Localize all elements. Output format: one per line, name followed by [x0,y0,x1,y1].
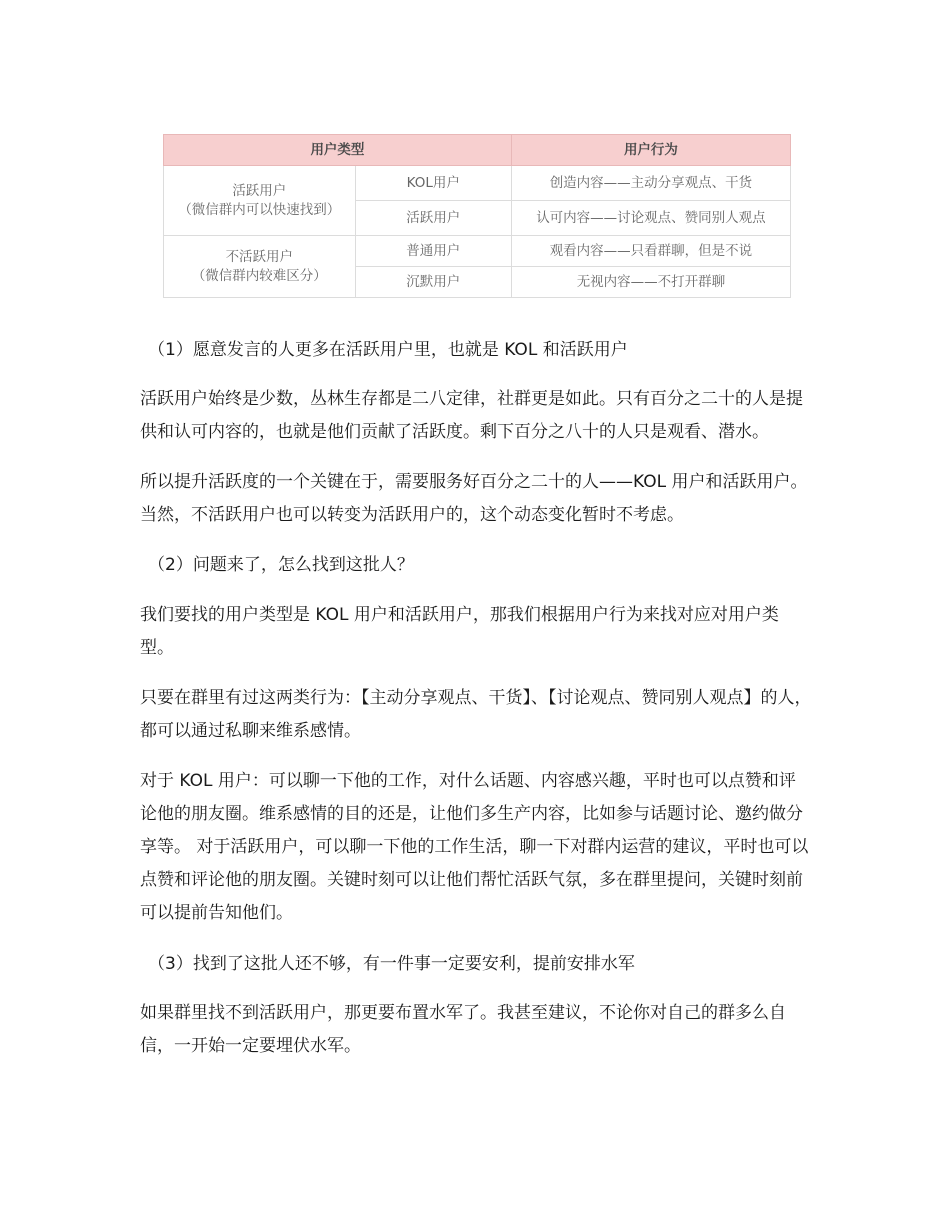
type-cell-active [164,166,356,236]
type-name: 不活跃用户 [225,248,294,265]
subtype-cell: 沉默用户 [355,267,511,298]
section-heading-1: （1）愿意发言的人更多在活跃用户里，也就是 KOL 和活跃用户 [148,340,628,360]
behavior-cell: 无视内容——不打开群聊 [511,267,790,298]
paragraph-1: 活跃用户始终是少数，丛林生存都是二八定律，社群更是如此。只有百分之二十的人是提供和认可内容的，也就是他们贡献了活跃度。剩下百分之八十的人只是观看、潜水。 [140,389,803,442]
paragraph-6: 如果群里找不到活跃用户，那更要布置水军了。我甚至建议，不论你对自己的群多么自信，一开始一定要埋伏水军。 [140,1003,786,1056]
section-heading-3: （3）找到了这批人还不够，有一件事一定要安利，提前安排水军 [148,954,635,974]
subtype-cell: KOL用户 [355,166,511,201]
user-type-table [163,134,791,298]
subtype-cell: 普通用户 [355,236,511,267]
type-note: （微信群内较难区分） [191,267,327,284]
type-note: （微信群内可以快速找到） [178,201,341,218]
table-row [164,166,791,201]
table-row [164,236,791,267]
paragraph-4: 只要在群里有过这两类行为：【主动分享观点、干货】、【讨论观点、赞同别人观点】的人，都可以通过私聊来维系感情。 [140,688,812,741]
type-cell-inactive [164,236,356,298]
paragraph-2: 所以提升活跃度的一个关键在于，需要服务好百分之二十的人——KOL 用户和活跃用户。当然，不活跃用户也可以转变为活跃用户的，这个动态变化暂时不考虑。 [140,472,808,525]
behavior-cell: 认可内容——讨论观点、赞同别人观点 [511,201,790,236]
header-user-behavior: 用户行为 [511,135,790,166]
subtype-cell: 活跃用户 [355,201,511,236]
behavior-cell: 创造内容——主动分享观点、干货 [511,166,790,201]
section-heading-2: （2）问题来了，怎么找到这批人？ [148,555,414,575]
type-name: 活跃用户 [232,182,287,199]
behavior-cell: 观看内容——只看群聊，但是不说 [511,236,790,267]
table-header-row [164,135,791,166]
header-user-type: 用户类型 [164,135,512,166]
paragraph-5: 对于 KOL 用户：可以聊一下他的工作，对什么话题、内容感兴趣，平时也可以点赞和评论他的朋友圈。维系感情的目的还是，让他们多生产内容，比如参与话题讨论、邀约做分享等。 对于活跃用户，可以聊一下他的工作生活，聊一下对群内运营的建议，平时也可以点赞和评论他的朋友圈。关键时刻可以让他们帮忙活跃气氛，多在群里提问，关键时刻前可以提前告知他们。 [140,771,809,923]
paragraph-3: 我们要找的用户类型是 KOL 用户和活跃用户，那我们根据用户行为来找对应对用户类型。 [140,605,779,658]
